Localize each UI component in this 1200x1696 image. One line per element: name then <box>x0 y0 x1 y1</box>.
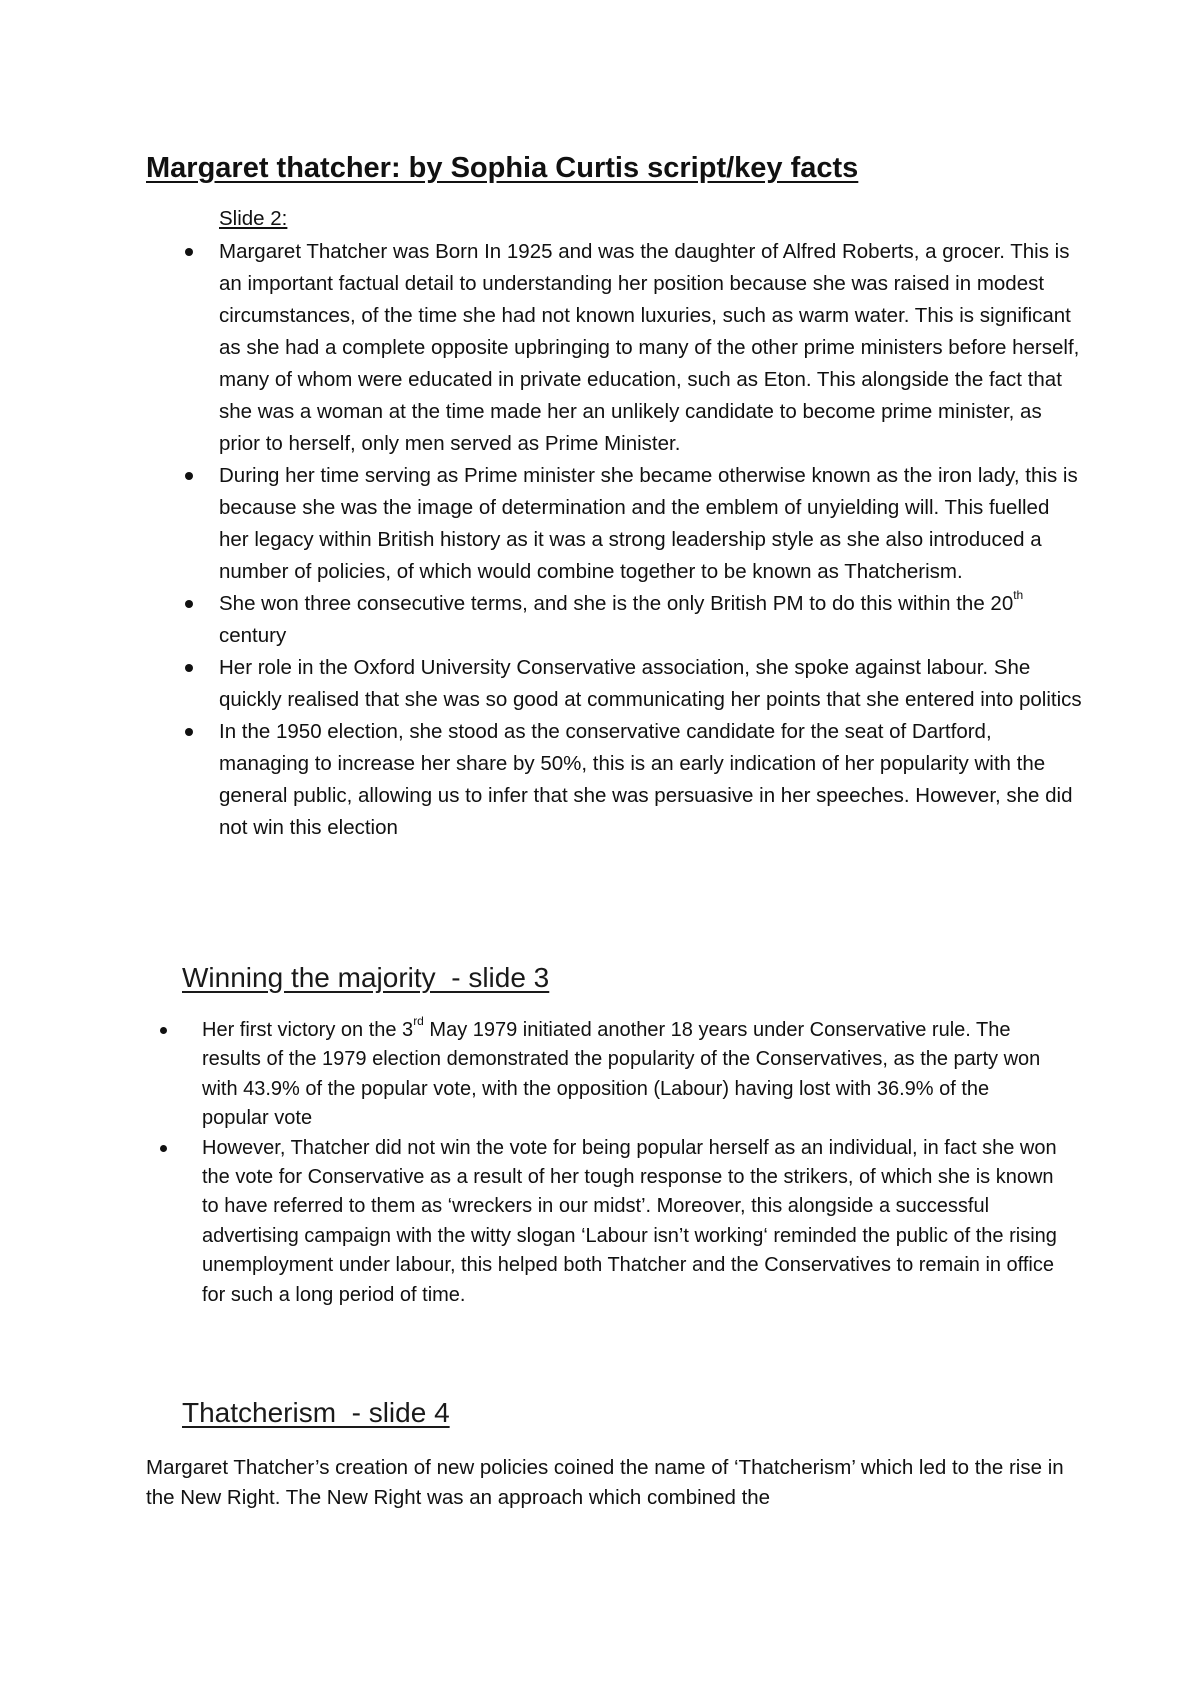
list-item-text: Her first victory on the 3 <box>202 1019 414 1041</box>
slide-3-bullet-list <box>158 1016 1058 1310</box>
list-item-text: Her role in the Oxford University Conservative association, she spoke against labour. She quickly realised that she was so good at communicating her points that she entered into politics <box>219 656 1082 711</box>
list-item <box>158 1016 1058 1134</box>
list-item <box>158 1134 1058 1310</box>
document-title: Margaret thatcher: by Sophia Curtis script/key facts <box>146 152 859 184</box>
section-heading-winning-majority: Winning the majority - slide 3 <box>182 962 550 993</box>
list-item-text: She won three consecutive terms, and she is the only British PM to do this within the 20 <box>219 592 1014 615</box>
slide-2-bullet-list <box>183 236 1083 844</box>
list-item <box>183 588 1083 652</box>
section-heading-thatcherism: Thatcherism - slide 4 <box>182 1397 450 1428</box>
slide-2-label: Slide 2: <box>219 207 288 230</box>
list-item-text: During her time serving as Prime minister she became otherwise known as the iron lady, this is because she was the image of determination and the emblem of unyielding will. This fuelled her legacy within British history as it was a strong leadership style as she also introduced a number of policies, of which would combine together to be known as Thatcherism. <box>219 464 1078 583</box>
list-item-text-tail: century <box>219 624 287 647</box>
list-item <box>183 652 1083 716</box>
list-item-text: Margaret Thatcher was Born In 1925 and was the daughter of Alfred Roberts, a grocer. This is an important factual detail to understanding her position because she was raised in modest circumstances, of the time she had not known luxuries, such as warm water. This is significant as she had a complete opposite upbringing to many of the other prime ministers before herself, many of whom were educated in private education, such as Eton. This alongside the fact that she was a woman at the time made her an unlikely candidate to become prime minister, as prior to herself, only men served as Prime Minister. <box>219 240 1080 455</box>
list-item <box>183 716 1083 844</box>
list-item-text: However, Thatcher did not win the vote for being popular herself as an individual, in fact she won the vote for Conservative as a result of her tough response to the strikers, of which she is known to have referred to them as ‘wreckers in our midst’. Moreover, this alongside a successful advertising campaign with the witty slogan ‘Labour isn’t working‘ reminded the public of the rising unemployment under labour, this helped both Thatcher and the Conservatives to remain in office for such a long period of time. <box>202 1136 1057 1306</box>
ordinal-suffix: rd <box>413 1014 424 1029</box>
list-item-text: In the 1950 election, she stood as the conservative candidate for the seat of Dartford, managing to increase her share by 50%, this is an early indication of her popularity with the general public, allowing us to infer that she was persuasive in her speeches. However, she did not win this election <box>219 720 1073 839</box>
ordinal-suffix: th <box>1013 588 1024 603</box>
thatcherism-paragraph: Margaret Thatcher’s creation of new policies coined the name of ‘Thatcherism’ which led to the rise in the New Right. The New Right was an approach which combined the <box>146 1456 1064 1509</box>
list-item <box>183 460 1083 588</box>
list-item-text-tail: May 1979 initiated another 18 years under Conservative rule. The results of the 1979 election demonstrated the popularity of the Conservatives, as the party won with 43.9% of the popular vote, with the opposition (Labour) having lost with 36.9% of the popular vote <box>202 1019 1041 1130</box>
list-item <box>183 236 1083 460</box>
